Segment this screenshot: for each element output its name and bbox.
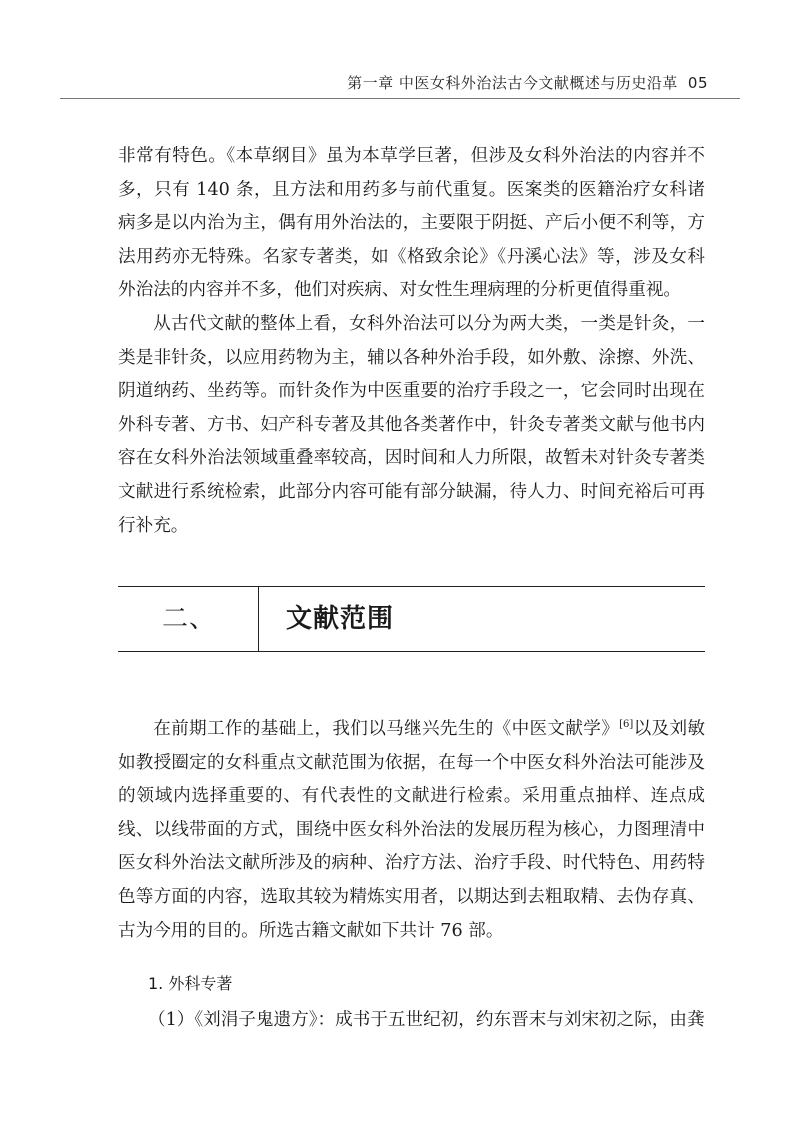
- paragraph-continuation: 非常有特色。《本草纲目》虽为本草学巨著，但涉及女科外治法的内容并不多，只有 140 条，且方法和用药多与前代重复。医案类的医籍治疗女科诸病多是以内治为主，偶有用外治法的，主要限于阴挺、产后小便不利等，方法用药亦无特殊。名家专著类，如《格致余论》《丹溪心法》等，涉及女科外治法的内容并不多，他们对疾病、对女性生理病理的分析更值得重视。: [118, 146, 705, 301]
- section-heading: [118, 586, 705, 652]
- chapter-title: 第一章 中医女科外治法古今文献概述与历史沿革: [347, 74, 678, 92]
- body-text-section: [118, 713, 705, 948]
- subsection-heading: 1. 外科专著: [148, 974, 233, 993]
- header-rule: [60, 98, 740, 99]
- body-text-top: [118, 140, 705, 543]
- section-number: 二、: [162, 604, 217, 634]
- paragraph-text-after-ref: 以及刘敏如教授圈定的女科重点文献范围为依据，在每一个中医女科外治法可能涉及的领域内选择重要的、有代表性的文献进行检索。采用重点抽样、连点成线、以线带面的方式，围绕中医女科外治法的发展历程为核心，力图理清中医女科外治法文献所涉及的病种、治疗方法、治疗手段、时代特色、用药特色等方面的内容，选取其较为精炼实用者，以期达到去粗取精、去伪存真、古为今用的目的。所选古籍文献如下共计 76 部。: [118, 719, 705, 941]
- page-number: 05: [687, 74, 708, 92]
- section-title: 文献范围: [286, 604, 395, 634]
- list-item: （1）《刘涓子鬼遗方》：成书于五世纪初，约东晋末与刘宋初之际，由龚: [148, 1010, 705, 1030]
- paragraph-text-before-ref: 在前期工作的基础上，我们以马继兴先生的《中医文献学》: [153, 719, 620, 739]
- section-heading-divider: [258, 587, 259, 651]
- paragraph-literature-overview: 从古代文献的整体上看，女科外治法可以分为两大类，一类是针灸，一类是非针灸，以应用药物为主，辅以各种外治手段，如外敷、涂擦、外洗、阴道纳药、坐药等。而针灸作为中医重要的治疗手段之一，它会同时出现在外科专著、方书、妇产科专著及其他各类著作中，针灸专著类文献与他书内容在女科外治法领域重叠率较高，因时间和人力所限，故暂未对针灸专著类文献进行系统检索，此部分内容可能有部分缺漏，待人力、时间充裕后可再行补充。: [118, 313, 705, 536]
- running-header: [347, 72, 708, 93]
- paragraph-literature-scope: [118, 713, 705, 948]
- citation-reference: [6]: [619, 719, 634, 731]
